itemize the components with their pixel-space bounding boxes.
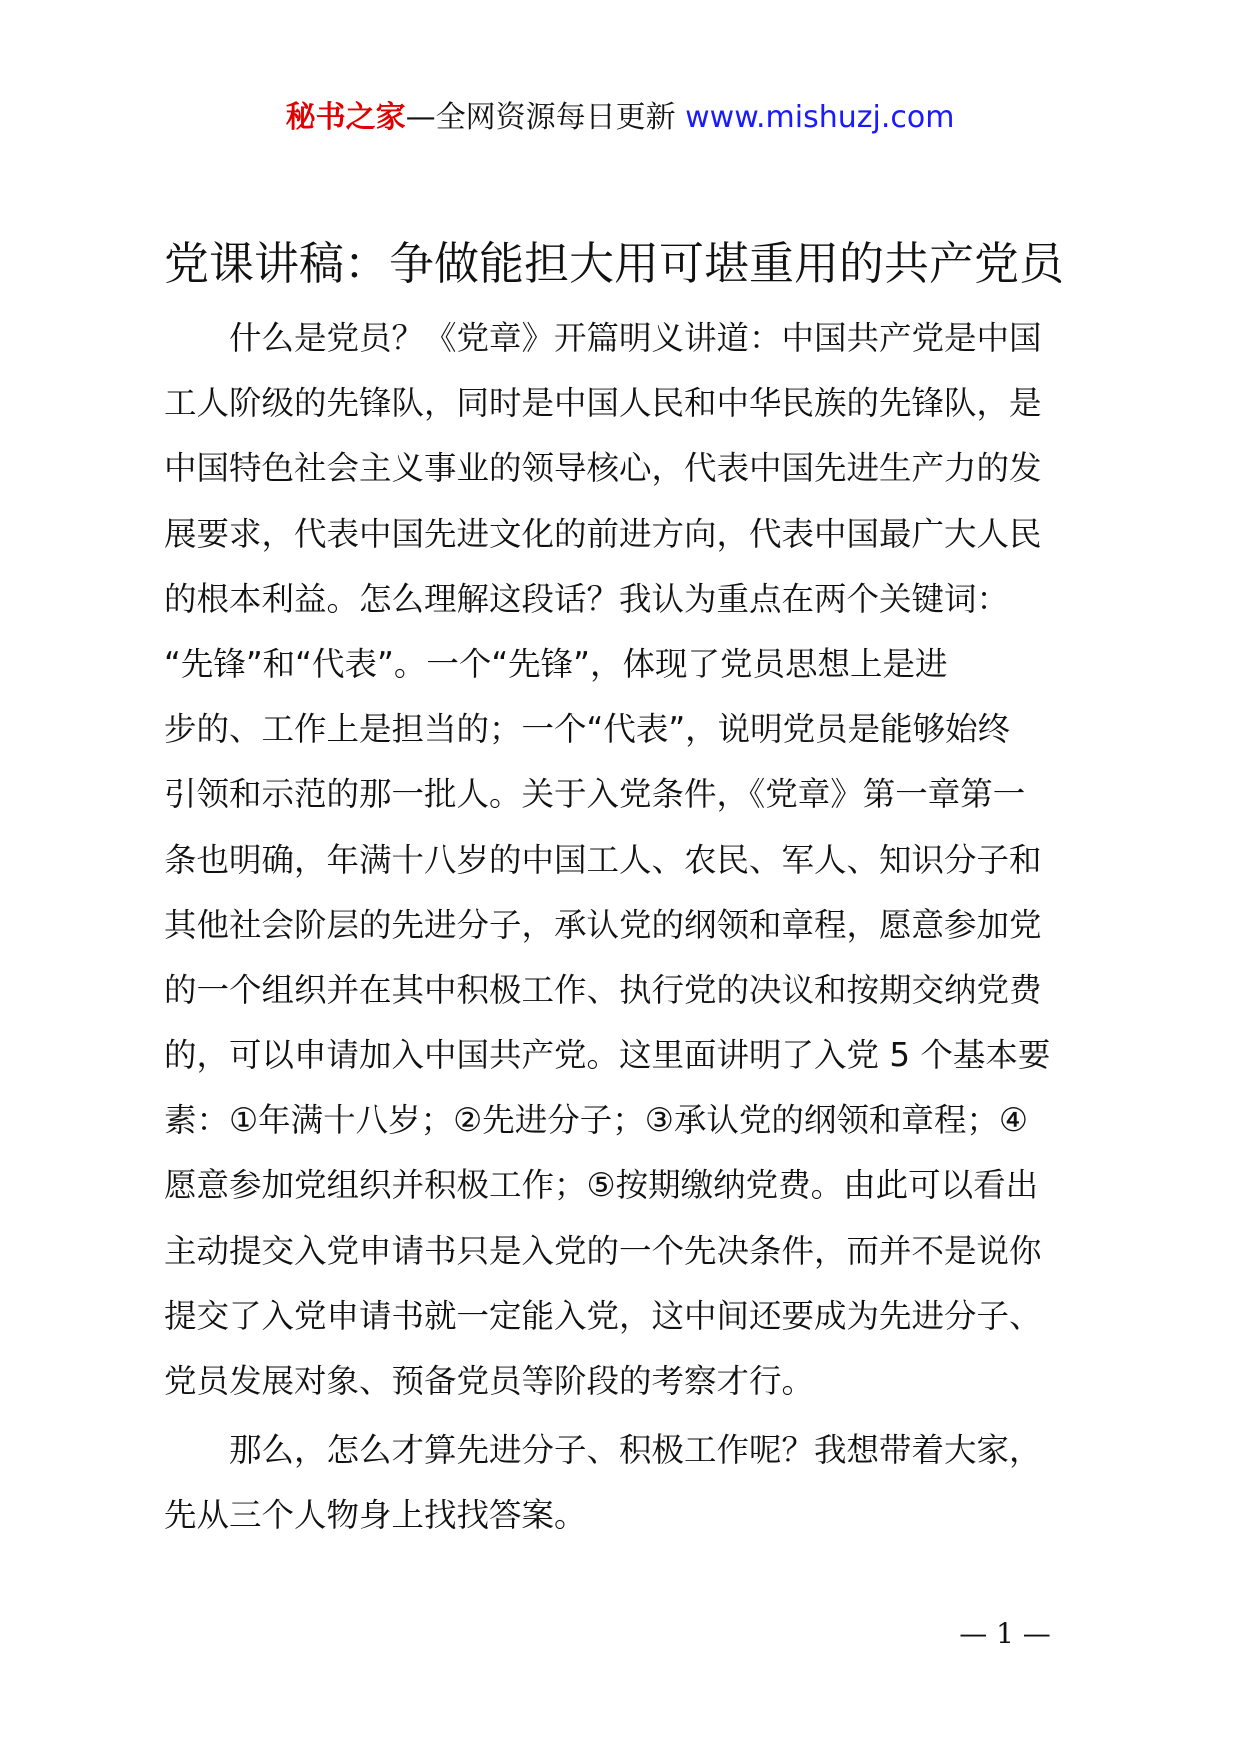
text-line: 党员发展对象、预备党员等阶段的考察才行。 — [164, 1362, 815, 1400]
text-line: 的，可以申请加入中国共产党。这里面讲明了入党 5 个基本要 — [164, 1036, 1051, 1075]
text-line: 其他社会阶层的先进分子，承认党的纲领和章程，愿意参加党 — [164, 905, 1042, 944]
document-title: 党课讲稿：争做能担大用可堪重用的共产党员 — [164, 237, 1065, 290]
paragraph-2 — [164, 1418, 1084, 1548]
text-line: 提交了入党申请书就一定能入党，这中间还要成为先进分子、 — [164, 1296, 1042, 1335]
text-line: 条也明确，年满十八岁的中国工人、农民、军人、知识分子和 — [164, 840, 1042, 879]
text-line: 的一个组织并在其中积极工作、执行党的决议和按期交纳党费 — [164, 970, 1042, 1009]
text-line: 主动提交入党申请书只是入党的一个先决条件，而并不是说你 — [164, 1231, 1042, 1270]
page-number: — 1 — — [959, 1617, 1051, 1650]
text-line: 愿意参加党组织并积极工作；⑤按期缴纳党费。由此可以看出 — [164, 1166, 1039, 1205]
site-brand: 秘书之家 — [285, 100, 406, 135]
text-line: 展要求，代表中国先进文化的前进方向，代表中国最广大人民 — [164, 514, 1042, 553]
site-url-link[interactable]: www.mishuzj.com — [685, 100, 955, 135]
text-line: 中国特色社会主义事业的领导核心，代表中国先进生产力的发 — [164, 449, 1042, 488]
text-line: 素：①年满十八岁；②先进分子；③承认党的纲领和章程；④ — [164, 1101, 1029, 1140]
site-slogan: —全网资源每日更新 — [405, 100, 686, 135]
text-line: 工人阶级的先锋队，同时是中国人民和中华民族的先锋队，是 — [164, 384, 1042, 423]
text-line: 什么是党员？《党章》开篇明义讲道：中国共产党是中国 — [164, 319, 1042, 357]
text-line: 步的、工作上是担当的；一个“代表”，说明党员是能够始终 — [164, 710, 1011, 749]
text-line: 的根本利益。怎么理解这段话？我认为重点在两个关键词： — [164, 579, 1010, 618]
text-line: “先锋”和“代表”。一个“先锋”，体现了党员思想上是进 — [164, 644, 948, 683]
text-line: 引领和示范的那一批人。关于入党条件，《党章》第一章第一 — [164, 775, 1026, 814]
text-line: 那么，怎么才算先进分子、积极工作呢？我想带着大家， — [164, 1431, 1042, 1469]
paragraph-1 — [164, 306, 1084, 1414]
text-line: 先从三个人物身上找找答案。 — [164, 1496, 587, 1535]
site-header — [0, 98, 1240, 138]
